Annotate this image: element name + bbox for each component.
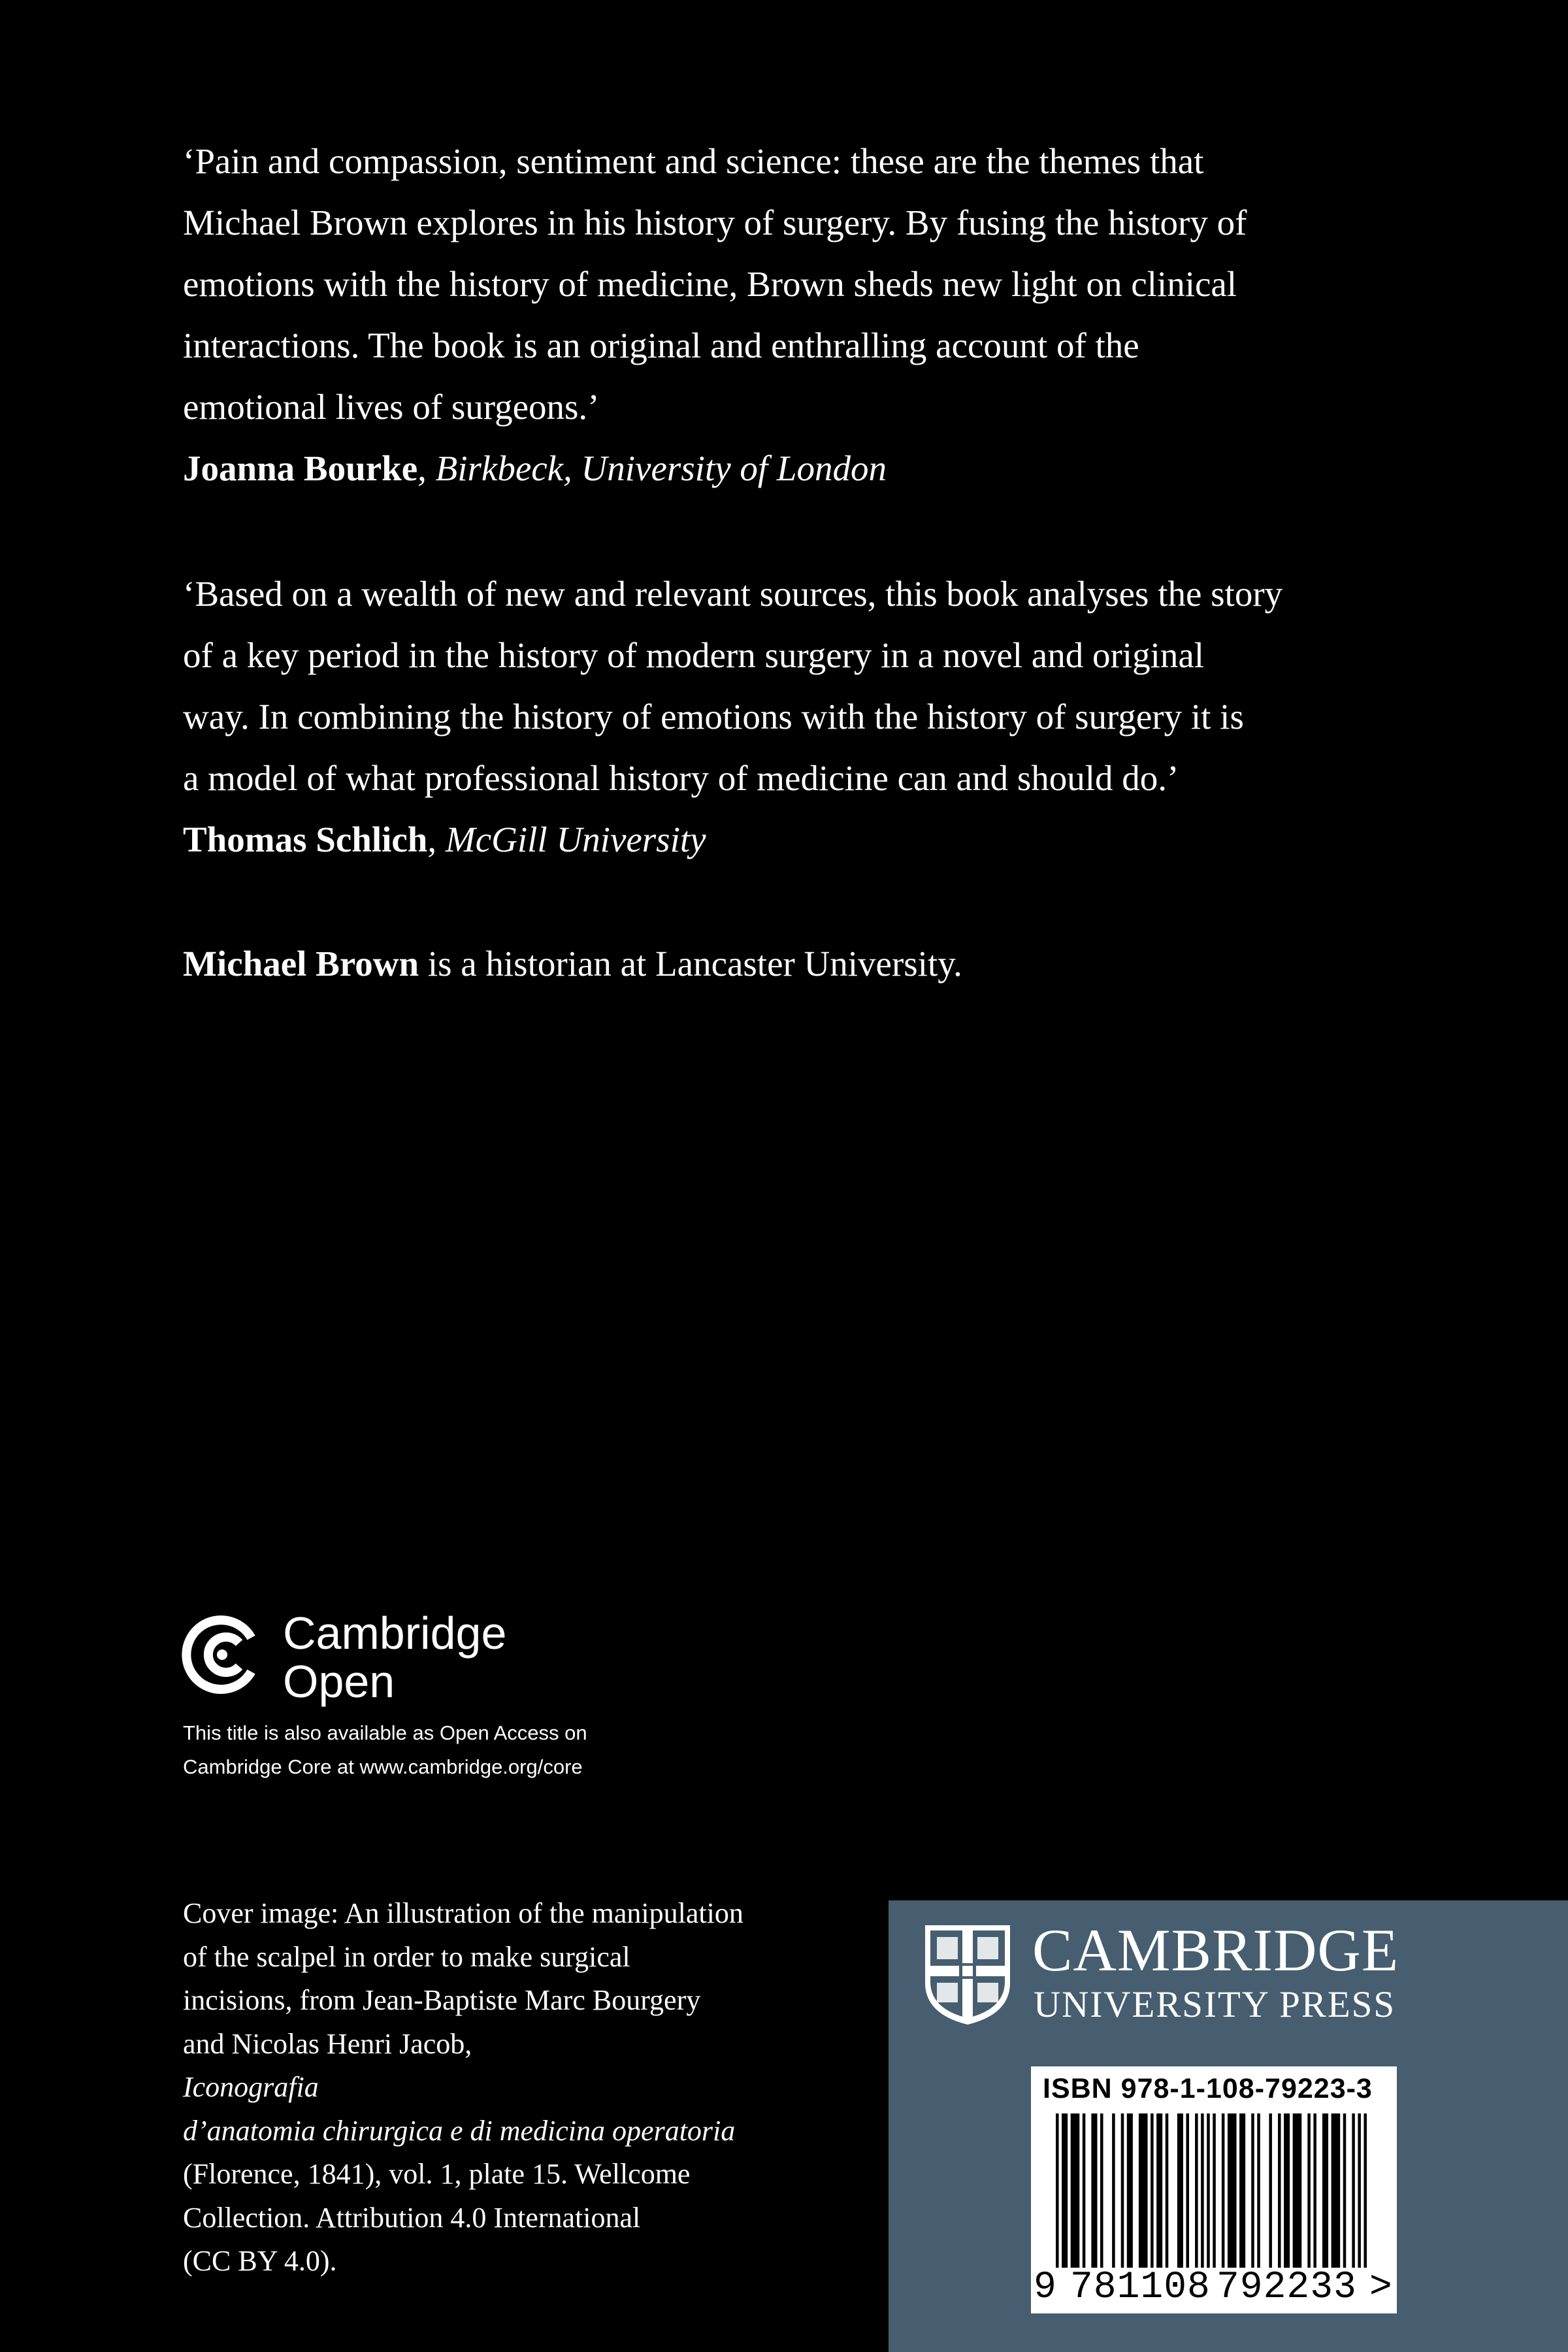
note-line: This title is also available as Open Access on: [183, 1721, 587, 1744]
barcode-bar: [1100, 2113, 1103, 2268]
wordmark-line: Cambridge: [283, 1608, 507, 1659]
barcode-bar: [1207, 2113, 1210, 2268]
barcode-bar: [1307, 2113, 1311, 2268]
quote-line: Michael Brown explores in his history of surgery. By fusing the history of: [183, 203, 1247, 242]
author-name: Michael Brown: [183, 944, 419, 984]
isbn-label: ISBN 978-1-108-79223-3: [1043, 2073, 1373, 2104]
quote-line: interactions. The book is an original and enthralling account of the: [183, 325, 1139, 365]
barcode-bar: [1127, 2113, 1133, 2268]
author-bio: [183, 933, 1398, 995]
credit-line: Cover image: An illustration of the manipulation: [183, 1897, 743, 1929]
barcode-digits: [1031, 2265, 1397, 2311]
barcode-bar: [1177, 2113, 1183, 2268]
credit-line: (Florence, 1841), vol. 1, plate 15. Wellcome: [183, 2158, 691, 2190]
quote-author: Joanna Bourke: [183, 448, 418, 488]
review-quote-schlich: [183, 563, 1398, 870]
barcode-bar: [1343, 2113, 1347, 2268]
wordmark-line: Open: [283, 1656, 395, 1707]
credit-line: incisions, from Jean-Baptiste Marc Bourgery: [183, 1984, 701, 2016]
barcode-lead-digit: 9: [1034, 2266, 1056, 2309]
barcode-bar: [1257, 2113, 1260, 2268]
barcode-bars: [1056, 2113, 1367, 2268]
barcode-bar: [1358, 2113, 1361, 2268]
author-bio-text: is a historian at Lancaster University.: [419, 944, 962, 984]
barcode-bar: [1284, 2113, 1290, 2268]
barcode-bar: [1239, 2113, 1245, 2268]
credit-title: d’anatomia chirurgica e di medicina operatoria: [183, 2114, 736, 2147]
publisher-name: CAMBRIDGE: [1032, 1917, 1399, 1983]
university-crest-icon: [923, 1923, 1013, 2027]
barcode-bar: [1186, 2113, 1189, 2268]
barcode-bar: [1251, 2113, 1254, 2268]
credit-title: Iconografia: [183, 2071, 319, 2103]
barcode-bar: [1056, 2113, 1059, 2268]
barcode-bar: [1083, 2113, 1086, 2268]
quote-line: ‘Pain and compassion, sentiment and science: these are the themes that: [183, 141, 1204, 181]
barcode-bar: [1195, 2113, 1198, 2268]
quote-attribution: [183, 809, 1398, 870]
barcode-bar: [1213, 2113, 1216, 2268]
barcode-bar: [1151, 2113, 1154, 2268]
barcode-bar: [1071, 2113, 1080, 2268]
isbn-barcode: [1031, 2066, 1397, 2313]
barcode-bar: [1201, 2113, 1204, 2268]
quote-affiliation: McGill University: [445, 820, 706, 859]
credit-line: of the scalpel in order to make surgical: [183, 1940, 630, 1973]
barcode-digit-group: 781108: [1070, 2266, 1211, 2309]
credit-text: and Nicolas Henri Jacob,: [183, 2027, 472, 2060]
quote-line: ‘Based on a wealth of new and relevant sources, this book analyses the story: [183, 574, 1283, 614]
open-access-note: [183, 1716, 771, 1784]
barcode-bar: [1156, 2113, 1162, 2268]
barcode-bar: [1222, 2113, 1225, 2268]
barcode-digit-group: 792233: [1217, 2266, 1357, 2309]
credit-line: [183, 2110, 875, 2153]
credit-line: Collection. Attribution 4.0 International: [183, 2201, 641, 2234]
barcode-bar: [1293, 2113, 1302, 2268]
barcode-bar: [1278, 2113, 1281, 2268]
quote-line: emotions with the history of medicine, Brown sheds new light on clinical: [183, 264, 1237, 304]
review-quote-bourke: [183, 131, 1398, 499]
barcode-bar: [1228, 2113, 1237, 2268]
barcode-bar: [1331, 2113, 1341, 2268]
quote-affiliation: Birkbeck, University of London: [435, 448, 887, 488]
quote-line: emotional lives of surgeons.’: [183, 387, 600, 427]
barcode-bar: [1062, 2113, 1068, 2268]
cover-image-credit: [183, 1892, 875, 2283]
cambridge-open-logo: [182, 1609, 770, 1714]
attribution-separator: ,: [427, 820, 437, 859]
cambridge-open-icon: [182, 1614, 263, 1695]
barcode-arrow: >: [1369, 2266, 1392, 2309]
barcode-bar: [1139, 2113, 1148, 2268]
barcode-bar: [1166, 2113, 1169, 2268]
note-line: Cambridge Core at www.cambridge.org/core: [183, 1755, 583, 1778]
quote-line: way. In combining the history of emotions with the history of surgery it is: [183, 697, 1244, 737]
barcode-bar: [1121, 2113, 1124, 2268]
publisher-panel: [889, 1900, 1568, 2352]
credit-line: (CC BY 4.0).: [183, 2245, 337, 2277]
credit-line: [183, 2023, 875, 2110]
quote-line: a model of what professional history of medicine can and should do.’: [183, 758, 1179, 798]
quote-attribution: [183, 438, 1398, 499]
barcode-bar: [1352, 2113, 1355, 2268]
quote-line: of a key period in the history of modern surgery in a novel and original: [183, 635, 1205, 675]
barcode-bar: [1364, 2113, 1367, 2268]
barcode-bar: [1269, 2113, 1272, 2268]
publisher-press: UNIVERSITY PRESS: [1034, 1984, 1396, 2025]
barcode-bar: [1091, 2113, 1097, 2268]
quote-author: Thomas Schlich: [183, 820, 428, 859]
attribution-separator: ,: [417, 448, 427, 488]
barcode-bar: [1112, 2113, 1115, 2268]
cambridge-open-wordmark: [283, 1609, 506, 1706]
barcode-bar: [1313, 2113, 1316, 2268]
barcode-bar: [1322, 2113, 1328, 2268]
